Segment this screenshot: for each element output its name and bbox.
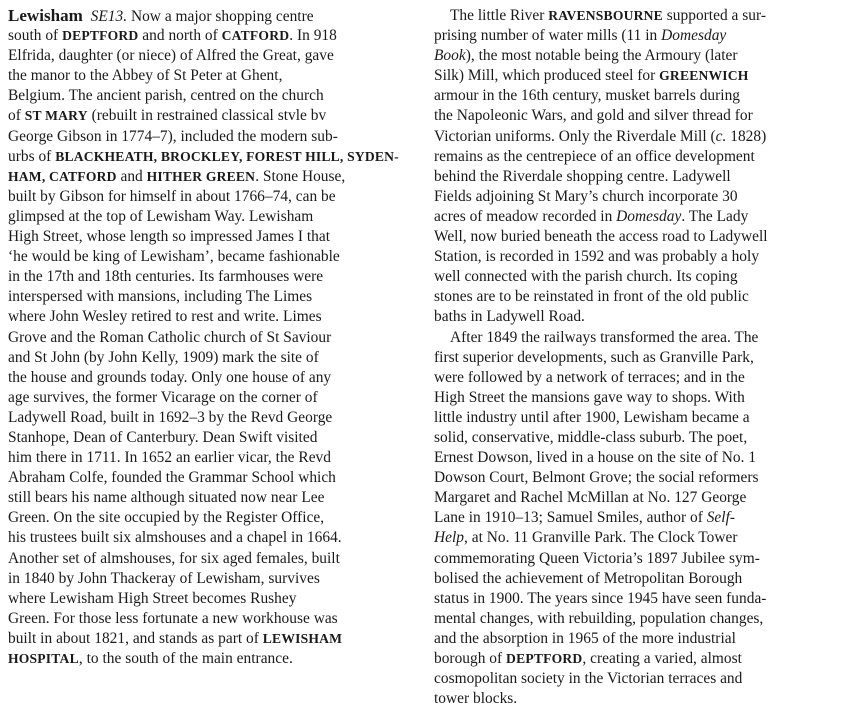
text-span: age survives, the former Vicarage on the corner of (8, 388, 318, 406)
text-span: where Lewisham High Street becomes Rushey (8, 589, 297, 607)
text-span: the house and grounds today. Only one house of any (8, 368, 332, 386)
text-line (8, 66, 423, 86)
text-line (434, 66, 846, 86)
text-span: Grove and the Roman Catholic church of St Saviour (8, 328, 332, 346)
text-line (434, 106, 846, 126)
text-line (8, 6, 423, 26)
text-line (434, 408, 846, 428)
text-span: Ernest Dowson, lived in a house on the site of No. 1 (434, 449, 757, 467)
text-line (434, 348, 846, 368)
text-span: Dowson Court, Belmont Grove; the social reformers (434, 469, 759, 487)
text-line (434, 569, 846, 589)
text-span: his trustees built six almshouses and a chapel in 1664. (8, 529, 342, 547)
text-line (434, 187, 846, 207)
text-line (8, 468, 423, 488)
entry-headword: Lewisham (8, 6, 83, 25)
cross-reference: LEWISHAM (262, 630, 343, 646)
text-span: stones are to be reinstated in front of the old public (434, 288, 749, 306)
text-line (8, 629, 423, 649)
text-span: tower blocks. (434, 690, 518, 708)
text-span: urbs of (8, 147, 56, 165)
text-span: The little River (450, 7, 549, 24)
postcode: SE13. (90, 8, 128, 25)
text-span: Another set of almshouses, for six aged females, built (8, 549, 340, 567)
cross-reference: BLACKHEATH, BROCKLEY, FOREST HILL, SYDEN- (55, 148, 399, 164)
text-line (434, 669, 846, 689)
text-line (434, 328, 846, 348)
text-span: behind the Riverdale shopping centre. Ladywell (434, 167, 731, 185)
text-span: , at No. 11 Granville Park. The Clock Tower (464, 529, 738, 547)
text-span: George Gibson in 1774–7), included the modern sub- (8, 127, 338, 145)
cross-reference: DEPTFORD (62, 28, 139, 44)
text-span: Green. On the site occupied by the Register Office, (8, 509, 325, 527)
text-line (8, 86, 423, 106)
text-span: him there in 1711. In 1652 an earlier vicar, the Revd (8, 449, 331, 467)
text-line (8, 227, 423, 247)
text-span: glimpsed at the top of Lewisham Way. Lewisham (8, 207, 314, 225)
text-line (434, 247, 846, 267)
text-span: Abraham Colfe, founded the Grammar School which (8, 469, 336, 487)
text-line (8, 408, 423, 428)
text-span: where John Wesley retired to rest and write. Limes (8, 308, 322, 326)
text-span: baths in Ladywell Road. (434, 308, 585, 326)
text-span: in the 17th and 18th centuries. Its farmhouses were (8, 268, 324, 286)
text-line (8, 328, 423, 348)
text-line (434, 629, 846, 649)
text-line (8, 368, 423, 388)
text-span: interspersed with mansions, including The Limes (8, 288, 313, 306)
text-span: armour in the 16th century, musket barrels during (434, 87, 741, 105)
text-span: the Napoleonic Wars, and gold and silver thread for (434, 107, 753, 125)
text-line (8, 448, 423, 468)
text-span: first superior developments, such as Granville Park, (434, 348, 754, 366)
text-span: ‘he would be king of Lewisham’, became fashionable (8, 248, 340, 266)
text-span: built in about 1821, and stands as part of (8, 629, 263, 647)
text-span: prising number of water mills (11 in (434, 27, 662, 45)
text-span: Lane in 1910–13; Samuel Smiles, author of (434, 509, 707, 527)
text-span: cosmopolitan society in the Victorian terraces and (434, 670, 743, 688)
text-line (8, 569, 423, 589)
text-span: Fields adjoining St Mary’s church incorporate 30 (434, 187, 738, 205)
cross-reference: HITHER GREEN (146, 168, 256, 184)
text-line (434, 46, 846, 66)
text-line (8, 649, 423, 669)
text-line (8, 428, 423, 448)
text-span: and the absorption in 1965 of the more industrial (434, 629, 736, 647)
text-span: solid, conservative, middle-class suburb. The poet, (434, 428, 748, 446)
text-line (8, 127, 423, 147)
text-span: of (8, 107, 25, 125)
text-span: High Street, whose length so impressed James I that (8, 228, 331, 246)
text-line (8, 388, 423, 408)
text-line (434, 468, 846, 488)
text-span: Margaret and Rachel McMillan at No. 127 George (434, 489, 747, 507)
text-span: High Street the mansions gave way to shops. With (434, 388, 745, 406)
text-span: c. (715, 127, 727, 145)
text-span: status in 1900. The years since 1945 have seen funda- (434, 589, 767, 607)
text-line (434, 649, 846, 669)
text-line (434, 307, 846, 327)
text-line (434, 428, 846, 448)
text-line (434, 549, 846, 569)
text-line (434, 488, 846, 508)
text-line (8, 187, 423, 207)
text-span: Silk) Mill, which produced steel for (434, 67, 660, 85)
cross-reference: HAM, CATFORD (8, 168, 117, 184)
text-line (434, 589, 846, 609)
text-span: acres of meadow recorded in (434, 207, 617, 225)
text-span: south of (8, 27, 63, 45)
text-line (8, 609, 423, 629)
text-span: and north of (138, 27, 222, 45)
text-span: Help (434, 529, 464, 547)
text-line (8, 106, 423, 126)
text-span: Elfrida, daughter (or niece) of Alfred the Great, gave (8, 47, 334, 65)
text-line (434, 86, 846, 106)
text-span: . In 918 (289, 27, 337, 45)
text-span: well connected with the parish church. Its coping (434, 268, 738, 286)
cross-reference: CATFORD (221, 28, 290, 44)
text-line (434, 528, 846, 548)
cross-reference: ST MARY (24, 108, 88, 124)
text-span: , to the south of the main entrance. (78, 650, 293, 667)
text-line (434, 227, 846, 247)
text-span: mental changes, with rebuilding, population changes, (434, 609, 764, 627)
cross-reference: RAVENSBOURNE (548, 8, 663, 23)
text-span: the manor to the Abbey of St Peter at Ghent, (8, 67, 283, 85)
text-span: and (116, 167, 147, 185)
text-span: Stanhope, Dean of Canterbury. Dean Swift visited (8, 428, 318, 446)
text-span: little industry until after 1900, Lewisham became a (434, 408, 750, 426)
text-span: built by Gibson for himself in about 1766–74, can be (8, 187, 336, 205)
text-span: Belgium. The ancient parish, centred on the church (8, 87, 324, 105)
text-line (8, 46, 423, 66)
text-span: ), the most notable being the Armoury (later (465, 47, 738, 65)
text-line (434, 147, 846, 167)
text-line (8, 287, 423, 307)
text-span: Self- (706, 509, 736, 527)
text-span: borough of (434, 650, 507, 667)
text-line (434, 689, 846, 709)
cross-reference: HOSPITAL (8, 651, 79, 666)
text-span: . Stone House, (255, 167, 346, 185)
text-span: After 1849 the railways transformed the area. The (450, 328, 759, 346)
text-line (434, 6, 846, 26)
text-line (434, 267, 846, 287)
text-span: Victorian uniforms. Only the Riverdale Mill ( (434, 127, 716, 145)
text-span: Domesday (661, 27, 727, 45)
text-span: were followed by a network of terraces; and in the (434, 368, 745, 386)
text-span: . The Lady (681, 207, 749, 225)
right-text-column (434, 6, 846, 709)
text-line (434, 448, 846, 468)
text-line (434, 127, 846, 147)
text-span: Station, is recorded in 1592 and was probably a holy (434, 248, 760, 266)
text-line (434, 167, 846, 187)
text-line (434, 26, 846, 46)
text-line (8, 549, 423, 569)
text-line (8, 147, 423, 167)
text-span: 1828) (726, 127, 767, 145)
text-line (8, 307, 423, 327)
text-line (434, 609, 846, 629)
text-line (8, 589, 423, 609)
cross-reference: DEPTFORD (506, 651, 583, 666)
text-span: remains as the centrepiece of an office development (434, 147, 755, 165)
text-line (8, 488, 423, 508)
text-span: (rebuilt in restrained classical stvle bv (87, 107, 327, 125)
text-span: bolised the achievement of Metropolitan Borough (434, 569, 743, 587)
text-span: Book (434, 47, 466, 65)
text-span: Domesday (616, 207, 682, 225)
text-line (434, 388, 846, 408)
text-span: in 1840 by John Thackeray of Lewisham, survives (8, 569, 320, 587)
text-line (434, 368, 846, 388)
text-line (8, 26, 423, 46)
text-span: commemorating Queen Victoria’s 1897 Jubilee sym- (434, 549, 760, 567)
text-line (8, 528, 423, 548)
text-line (8, 207, 423, 227)
text-span: still bears his name although situated now near Lee (8, 489, 325, 507)
text-line (8, 167, 423, 187)
text-line (434, 287, 846, 307)
text-span (83, 8, 87, 25)
text-line (8, 508, 423, 528)
cross-reference: GREENWICH (659, 68, 749, 84)
text-span: Well, now buried beneath the access road to Ladywell (434, 228, 768, 246)
text-line (434, 207, 846, 227)
text-line (8, 267, 423, 287)
text-span: and St John (by John Kelly, 1909) mark the site of (8, 348, 319, 366)
text-line (434, 508, 846, 528)
text-span: supported a sur- (662, 7, 766, 24)
text-line (8, 247, 423, 267)
text-span: Green. For those less fortunate a new workhouse was (8, 609, 338, 627)
text-span: Ladywell Road, built in 1692–3 by the Revd George (8, 408, 333, 426)
left-text-column (8, 6, 423, 669)
text-line (8, 348, 423, 368)
text-span: , creating a varied, almost (582, 650, 742, 667)
text-span: Now a major shopping centre (127, 8, 314, 25)
